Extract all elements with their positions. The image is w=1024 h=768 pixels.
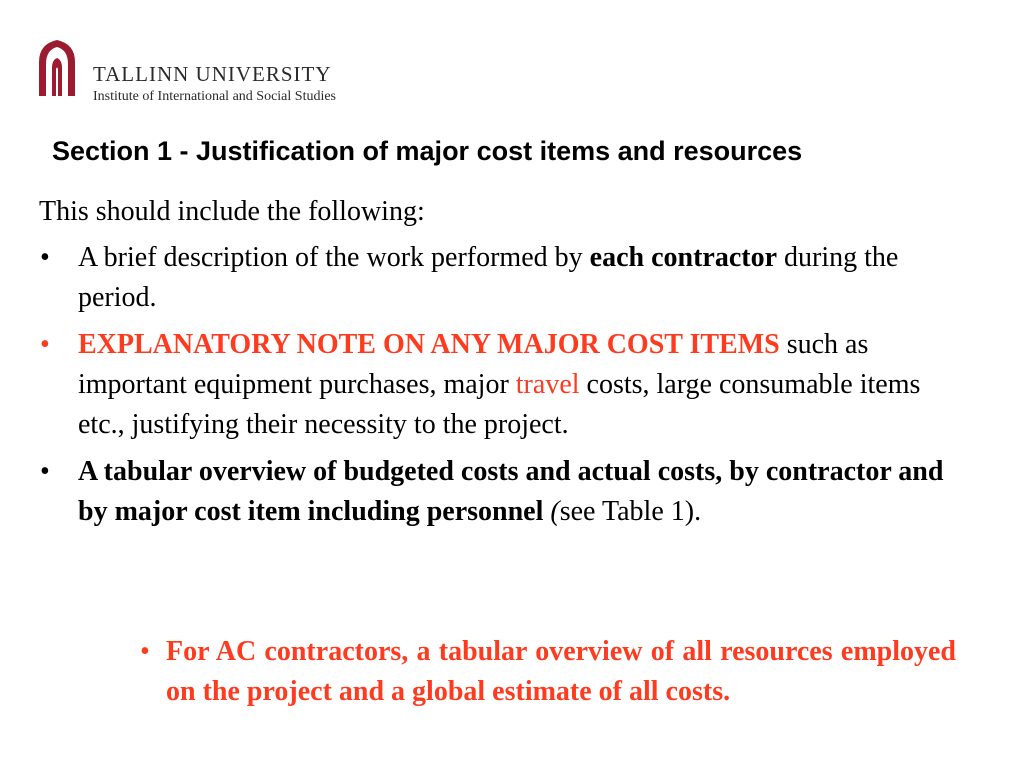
sub-bullet-marker: • <box>140 636 150 667</box>
bullet-italic: ( <box>543 496 560 527</box>
bullet-item <box>40 325 960 445</box>
intro-text: This should include the following: <box>39 196 425 227</box>
bullet-text: costs, large consumable items etc., justifying their necessity to the project. <box>78 369 921 440</box>
bullet-emphasis: A tabular overview of budgeted costs and actual costs, by contractor and by major cost item including personnel <box>78 456 944 527</box>
sub-bullet-text: For AC contractors, a tabular overview of all resources employed on the project and a global estimate of all costs. <box>166 636 956 707</box>
institute-name: Institute of International and Social Studies <box>93 89 337 104</box>
bullet-text: A brief description of the work performed by <box>78 242 590 273</box>
bullet-marker: • <box>40 242 50 273</box>
bullet-item <box>40 452 960 532</box>
bullet-text: during the period. <box>78 242 899 313</box>
slide-title: Section 1 - Justification of major cost items and resources <box>52 136 803 166</box>
bullet-emphasis: each contractor <box>589 242 777 273</box>
sub-bullet <box>140 632 956 712</box>
bullet-text: see Table 1). <box>559 496 702 527</box>
bullet-marker: • <box>40 329 50 360</box>
bullet-list <box>40 238 960 539</box>
bullet-item <box>40 238 960 318</box>
tallinn-university-logo-icon <box>36 38 78 98</box>
bullet-text: such as important equipment purchases, major <box>78 329 869 400</box>
bullet-highlight: travel <box>515 369 580 400</box>
university-name: TALLINN UNIVERSITY <box>93 62 332 86</box>
bullet-marker: • <box>40 456 50 487</box>
bullet-emphasis: EXPLANATORY NOTE ON ANY MAJOR COST ITEMS <box>78 329 780 360</box>
